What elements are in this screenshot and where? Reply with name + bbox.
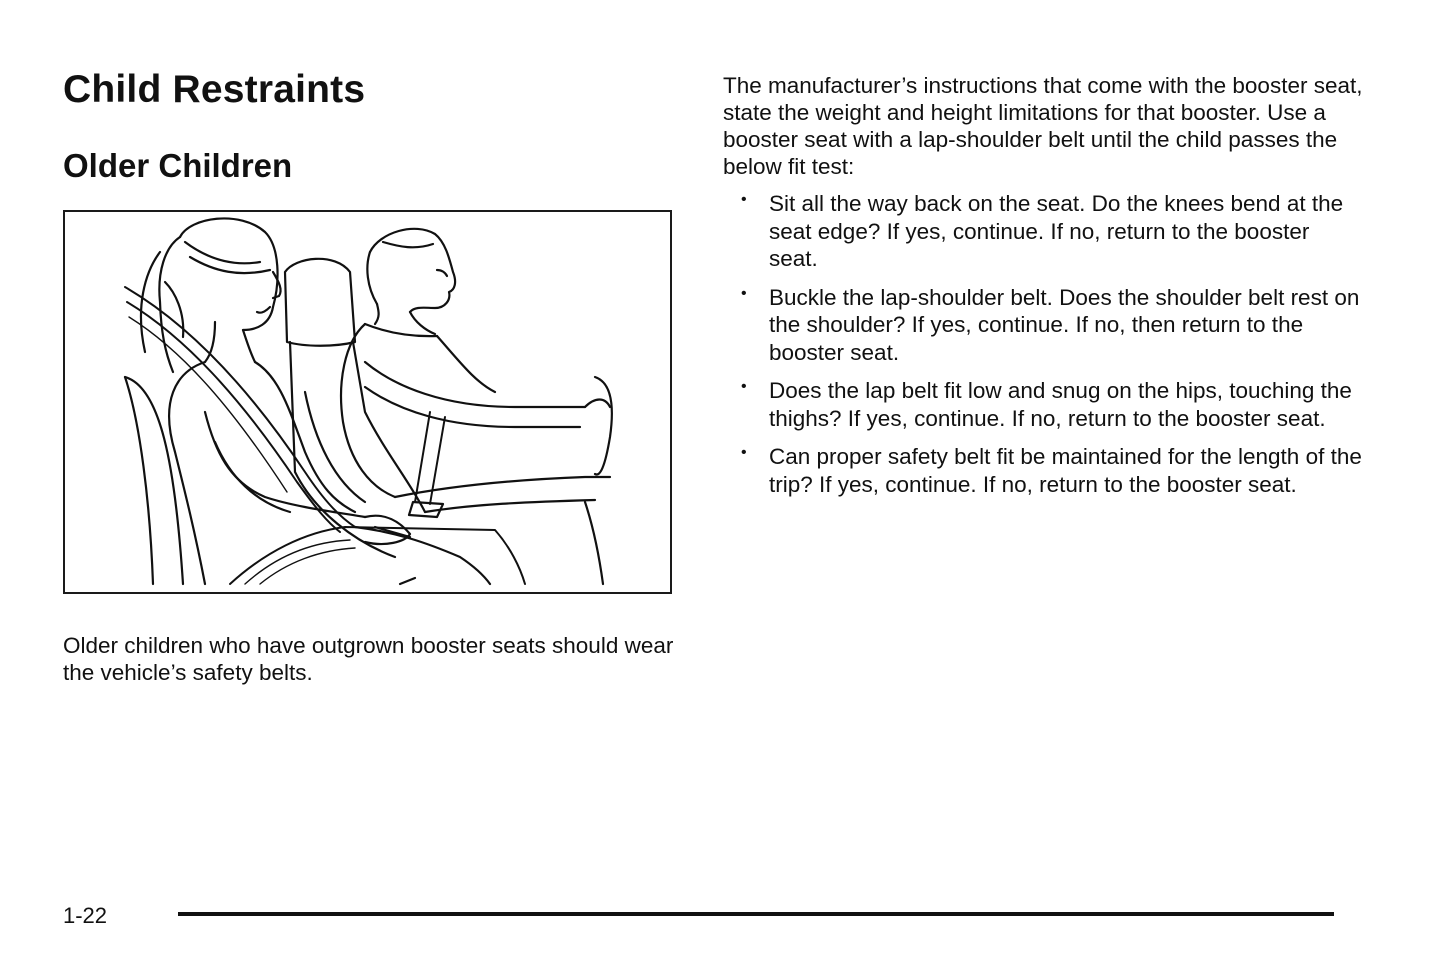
page-title: Child Restraints bbox=[63, 68, 366, 111]
section-title: Older Children bbox=[63, 147, 293, 184]
list-item bbox=[723, 443, 1363, 498]
list-item-text: Does the lap belt fit low and snug on the hips, touching the thighs? If yes, continue. If no, return to the booster seat. bbox=[769, 378, 1352, 431]
page-number: 1-22 bbox=[63, 903, 108, 928]
bullet-icon: • bbox=[741, 191, 747, 208]
bullet-icon: • bbox=[741, 378, 747, 395]
bullet-icon: • bbox=[741, 284, 747, 302]
fit-test-list bbox=[723, 190, 1363, 498]
bullet-icon: • bbox=[741, 444, 747, 461]
list-item bbox=[723, 377, 1363, 432]
list-item-text: Sit all the way back on the seat. Do the knees bend at the seat edge? If yes, continue. If no, return to the booster seat. bbox=[769, 191, 1344, 271]
figure-caption: Older children who have outgrown booster seats should wear the vehicle’s safety belts. bbox=[63, 633, 674, 685]
intro-paragraph: The manufacturer’s instructions that come with the booster seat, state the weight and height limitations for that booster. Use a booster seat with a lap-shoulder belt until the child passes the below fit test: bbox=[723, 73, 1363, 179]
list-item bbox=[723, 190, 1363, 273]
fit-test-column bbox=[723, 72, 1363, 509]
older-children-seatbelt-illustration bbox=[63, 210, 672, 594]
list-item-text: Buckle the lap-shoulder belt. Does the shoulder belt rest on the shoulder? If yes, continue. If no, then return to the booster seat. bbox=[769, 284, 1360, 365]
list-item bbox=[723, 284, 1363, 367]
list-item-text: Can proper safety belt fit be maintained for the length of the trip? If yes, continue. If no, return to the booster seat. bbox=[769, 444, 1362, 497]
footer-divider bbox=[178, 912, 1334, 916]
